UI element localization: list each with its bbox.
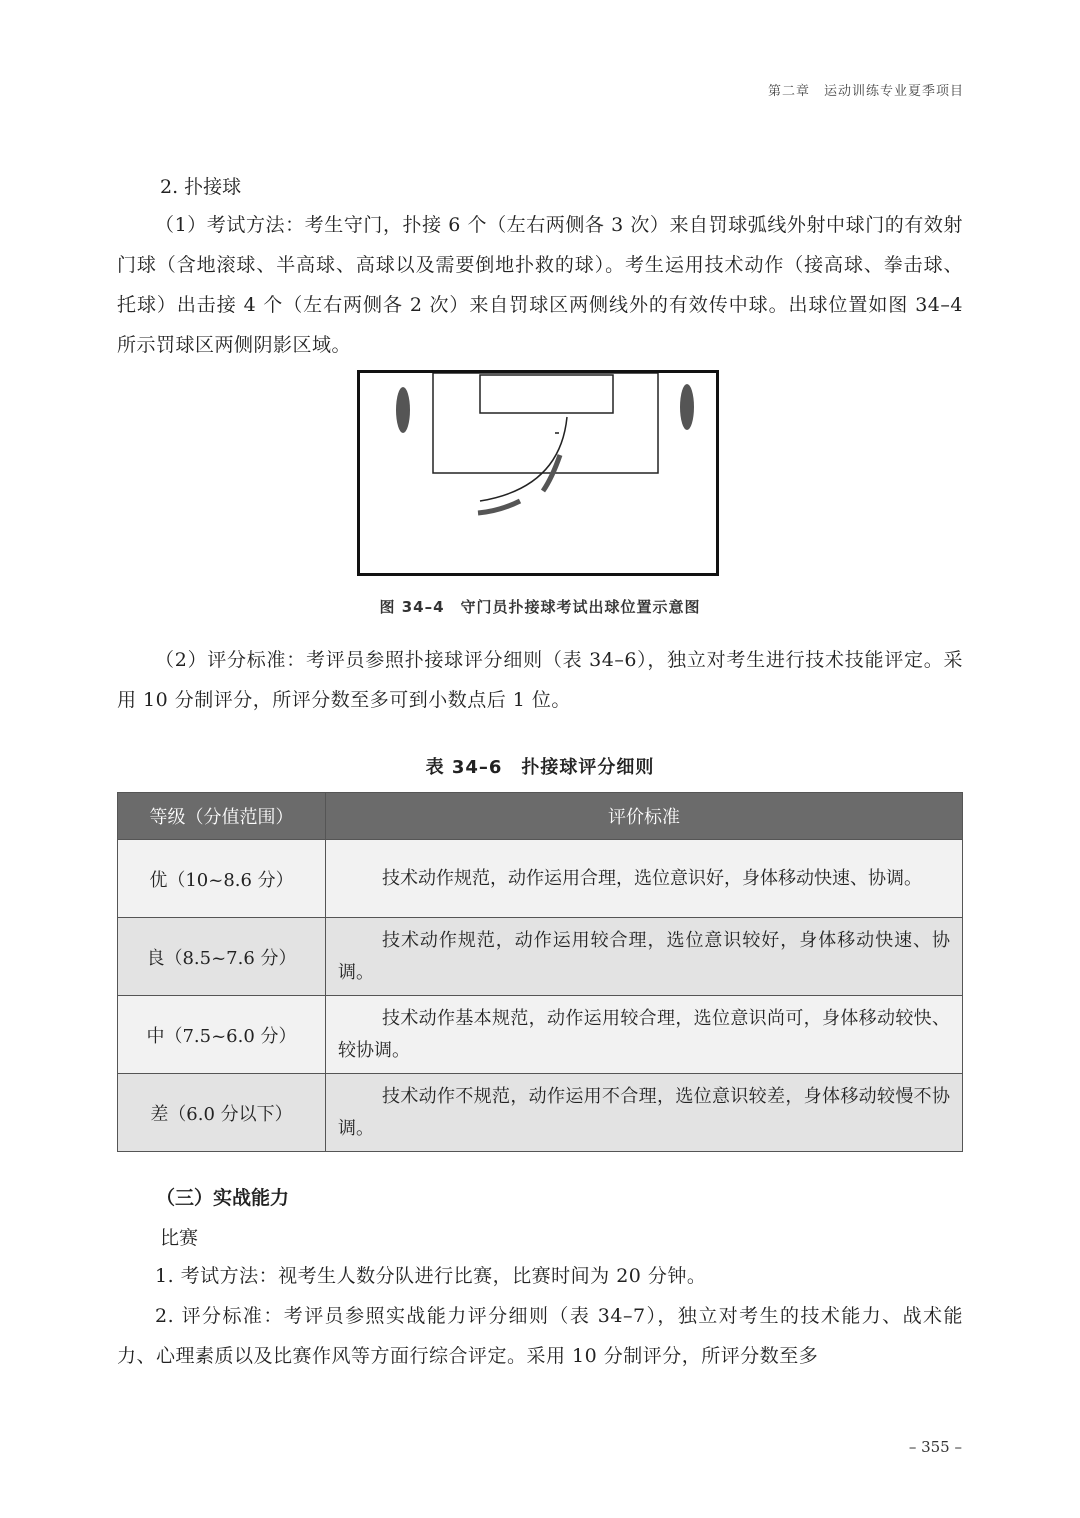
table-title: 表 34–6 扑接球评分细则: [425, 757, 655, 778]
penalty-spot: [555, 432, 559, 434]
header-criteria: 评价标准: [326, 793, 963, 840]
criteria-cell: [326, 918, 963, 996]
section-title-catch: 2. 扑接球: [160, 176, 242, 198]
criteria-text: 技术动作基本规范，动作运用较合理，选位意识尚可，身体移动较快、较协调。: [338, 1007, 950, 1061]
grade-cell: 良（8.5~7.6 分）: [118, 918, 326, 996]
shot-zone-arc-2: [478, 501, 520, 513]
penalty-area-svg: [360, 373, 716, 573]
paragraph-match-scoring: 2. 评分标准：考评员参照实战能力评分细则（表 34–7），独立对考生的技术能力、战术能力、心理素质以及比赛作风等方面行综合评定。采用 10 分制评分，所评分数至多: [117, 1305, 963, 1367]
grade-cell: 差（6.0 分以下）: [118, 1074, 326, 1152]
running-head: 第二章 运动训练专业夏季项目: [767, 84, 964, 99]
grade-cell: 优（10~8.6 分）: [118, 840, 326, 918]
table-row: [118, 918, 963, 996]
table-row: [118, 996, 963, 1074]
subsection-title-match: 比赛: [160, 1227, 199, 1249]
left-shaded-zone: [396, 387, 410, 433]
criteria-text: 技术动作不规范，动作运用不合理，选位意识较差，身体移动较慢不协调。: [338, 1085, 950, 1139]
paragraph-scoring-standard: （2）评分标准：考评员参照扑接球评分细则（表 34–6），独立对考生进行技术技能评定。采用 10 分制评分，所评分数至多可到小数点后 1 位。: [117, 649, 963, 711]
goal-area: [480, 375, 613, 413]
table-row: [118, 1074, 963, 1152]
table-row: [118, 840, 963, 918]
figure-caption: 图 34–4 守门员扑接球考试出球位置示意图: [379, 598, 701, 616]
header-grade: 等级（分值范围）: [118, 793, 326, 840]
criteria-text: 技术动作规范，动作运用较合理，选位意识较好，身体移动快速、协调。: [338, 929, 950, 983]
scoring-table: [117, 792, 963, 1152]
figure-penalty-area-diagram: [357, 370, 719, 576]
right-shaded-zone: [680, 384, 694, 430]
penalty-arc: [480, 417, 567, 501]
section-title-match-ability: （三）实战能力: [156, 1187, 290, 1209]
page-number: – 355 –: [908, 1438, 962, 1456]
grade-cell: 中（7.5~6.0 分）: [118, 996, 326, 1074]
criteria-text: 技术动作规范，动作运用合理，选位意识好，身体移动快速、协调。: [382, 867, 922, 889]
criteria-cell: [326, 996, 963, 1074]
paragraph-test-method: （1）考试方法：考生守门，扑接 6 个（左右两侧各 3 次）来自罚球弧线外射中球门的有效射门球（含地滚球、半高球、高球以及需要倒地扑救的球）。考生运用技术动作（接高球、拳击球、托球）出击接 4 个（左右两侧各 2 次）来自罚球区两侧线外的有效传中球。出球位置如图 34–4 所示罚球区两侧阴影区域。: [117, 214, 963, 356]
criteria-cell: [326, 840, 963, 918]
criteria-cell: [326, 1074, 963, 1152]
paragraph-match-method: 1. 考试方法：视考生人数分队进行比赛，比赛时间为 20 分钟。: [155, 1265, 707, 1287]
penalty-box: [433, 373, 658, 473]
table-header-row: [118, 793, 963, 840]
